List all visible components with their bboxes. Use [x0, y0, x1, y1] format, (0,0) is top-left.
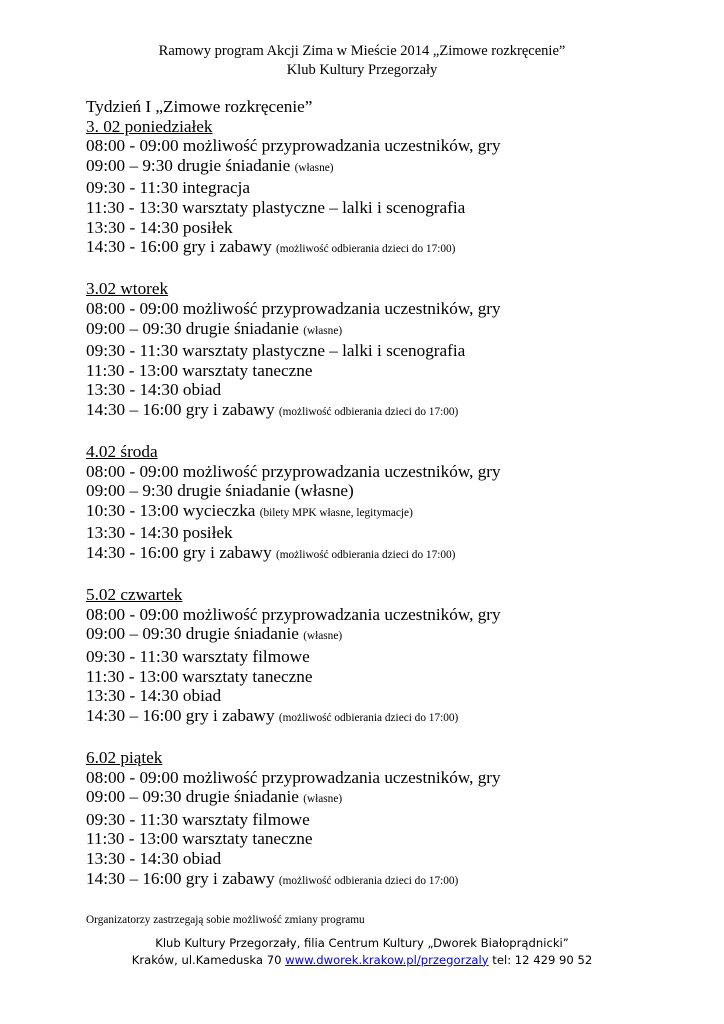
footer-website-link[interactable]: www.dworek.krakow.pl/przegorzaly — [285, 952, 489, 967]
schedule-item-note: (własne) — [303, 630, 343, 643]
schedule-item-text: 08:00 - 09:00 możliwość przyprowadzania uczestników, gry — [86, 136, 501, 156]
schedule-item — [86, 462, 686, 482]
schedule-item-note: (możliwość odbierania dzieci do 17:00) — [278, 405, 459, 418]
schedule-item-text: 11:30 - 13:00 warsztaty taneczne — [86, 829, 313, 849]
schedule-item-note: (możliwość odbierania dzieci do 17:00) — [275, 549, 456, 562]
schedule-item — [86, 400, 686, 423]
day-title: 5.02 czwartek — [86, 585, 183, 605]
schedule-item — [86, 136, 686, 156]
schedule-item — [86, 810, 686, 830]
document-header — [0, 42, 724, 80]
schedule-item-note: (możliwość odbierania dzieci do 17:00) — [278, 874, 459, 887]
schedule-item-text: 09:00 – 9:30 drugie śniadanie (własne) — [86, 481, 354, 501]
schedule-item-text: 14:30 – 16:00 gry i zabawy — [86, 399, 279, 419]
program-content — [86, 97, 686, 930]
schedule-item — [86, 198, 686, 218]
schedule-item-text: 13:30 - 14:30 obiad — [86, 686, 222, 706]
day-block — [86, 279, 686, 422]
schedule-item-text: 11:30 - 13:30 warsztaty plastyczne – lalki i scenografia — [86, 197, 466, 217]
schedule-item — [86, 667, 686, 687]
schedule-item — [86, 706, 686, 729]
schedule-item — [86, 319, 686, 342]
schedule-item-text: 09:30 - 11:30 warsztaty filmowe — [86, 809, 310, 829]
document-footer — [0, 935, 724, 968]
schedule-item — [86, 624, 686, 647]
schedule-item — [86, 380, 686, 400]
schedule-item-note: (możliwość odbierania dzieci do 17:00) — [278, 711, 459, 724]
schedule-item-text: 08:00 - 09:00 możliwość przyprowadzania uczestników, gry — [86, 767, 501, 787]
footer-phone: tel: 12 429 90 52 — [488, 952, 593, 967]
schedule-item — [86, 361, 686, 381]
schedule-item-text: 09:30 - 11:30 integracja — [86, 178, 251, 198]
day-block — [86, 585, 686, 728]
schedule-item-text: 13:30 - 14:30 obiad — [86, 848, 222, 868]
schedule-item-text: 10:30 - 13:00 wycieczka — [86, 500, 260, 520]
schedule-item-note: (bilety MPK własne, legitymacje) — [259, 506, 413, 519]
schedule-item-text: 11:30 - 13:00 warsztaty taneczne — [86, 360, 313, 380]
schedule-item — [86, 501, 686, 524]
day-title: 3. 02 poniedziałek — [86, 116, 213, 136]
schedule-item — [86, 849, 686, 869]
day-title: 3.02 wtorek — [86, 279, 169, 299]
schedule-item — [86, 523, 686, 543]
days-list — [86, 117, 686, 892]
schedule-item — [86, 787, 686, 810]
day-block — [86, 748, 686, 891]
schedule-item-text: 13:30 - 14:30 posiłek — [86, 217, 233, 237]
schedule-item — [86, 218, 686, 238]
schedule-item-text: 14:30 – 16:00 gry i zabawy — [86, 705, 279, 725]
footer-address: Kraków, ul.Kameduska 70 — [131, 952, 286, 967]
schedule-item-note: (własne) — [303, 324, 343, 337]
schedule-item — [86, 647, 686, 667]
schedule-item-text: 09:00 – 09:30 drugie śniadanie — [86, 787, 304, 807]
schedule-item-text: 09:00 – 09:30 drugie śniadanie — [86, 624, 304, 644]
schedule-item — [86, 178, 686, 198]
schedule-item-text: 11:30 - 13:00 warsztaty taneczne — [86, 666, 313, 686]
schedule-item — [86, 543, 686, 566]
schedule-item-text: 08:00 - 09:00 możliwość przyprowadzania uczestników, gry — [86, 461, 501, 481]
schedule-item — [86, 299, 686, 319]
schedule-item-text: 14:30 – 16:00 gry i zabawy — [86, 868, 279, 888]
schedule-item-text: 09:00 – 9:30 drugie śniadanie — [86, 155, 295, 175]
schedule-item-text: 14:30 - 16:00 gry i zabawy — [86, 237, 276, 257]
schedule-item-text: 13:30 - 14:30 obiad — [86, 380, 222, 400]
schedule-item — [86, 481, 686, 501]
schedule-item — [86, 341, 686, 361]
schedule-item-text: 09:30 - 11:30 warsztaty plastyczne – lalki i scenografia — [86, 341, 466, 361]
schedule-item — [86, 605, 686, 625]
header-subtitle: Klub Kultury Przegorzały — [286, 62, 438, 78]
schedule-item-text: 08:00 - 09:00 możliwość przyprowadzania uczestników, gry — [86, 298, 501, 318]
header-title: Ramowy program Akcji Zima w Mieście 2014 „Zimowe rozkręcenie” — [158, 43, 566, 59]
schedule-item — [86, 768, 686, 788]
schedule-item — [86, 156, 686, 179]
organizers-note: Organizatorzy zastrzegają sobie możliwość zmiany programu — [86, 913, 365, 926]
schedule-item-text: 08:00 - 09:00 możliwość przyprowadzania uczestników, gry — [86, 604, 501, 624]
day-block — [86, 442, 686, 566]
schedule-item-text: 09:00 – 09:30 drugie śniadanie — [86, 318, 304, 338]
schedule-item-text: 14:30 - 16:00 gry i zabawy — [86, 543, 276, 563]
week-title: Tydzień I „Zimowe rozkręcenie” — [86, 97, 313, 116]
schedule-item — [86, 686, 686, 706]
footer-organization: Klub Kultury Przegorzały, filia Centrum Kultury „Dworek Białoprądnicki” — [155, 936, 569, 950]
schedule-item — [86, 237, 686, 260]
schedule-item-note: (własne) — [303, 793, 343, 806]
day-title: 6.02 piątek — [86, 748, 163, 767]
day-title: 4.02 środa — [86, 442, 158, 462]
day-block — [86, 117, 686, 260]
schedule-item — [86, 829, 686, 849]
schedule-item-note: (własne) — [294, 161, 334, 174]
schedule-item — [86, 869, 686, 892]
schedule-item-text: 09:30 - 11:30 warsztaty filmowe — [86, 647, 310, 667]
schedule-item-text: 13:30 - 14:30 posiłek — [86, 523, 233, 543]
schedule-item-note: (możliwość odbierania dzieci do 17:00) — [275, 243, 456, 256]
footer-contact — [0, 952, 724, 969]
